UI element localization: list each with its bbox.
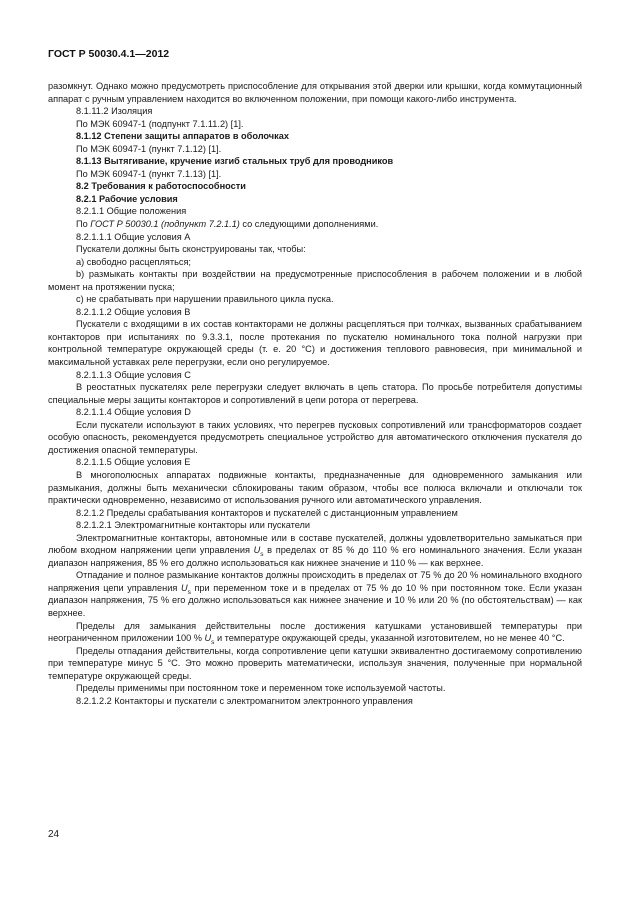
list-item: c) не срабатывать при нарушении правильного цикла пуска. (76, 294, 334, 305)
text-run: в пределах от 85 % до 110 % его номинального значения. Если указан диапазон напряжения, 85 % его должно использоваться как нижнее значение и 110 % — как верхнее. (48, 545, 582, 568)
paragraph: Пускатели должны быть сконструированы так, чтобы: (76, 244, 306, 255)
text-run: Электромагнитные контакторы, автономные или в составе пускателей, должны удовлетворительно замыкаться при любом входном напряжении цепи управления (48, 532, 582, 556)
clause-heading-bold (48, 130, 582, 143)
text-run: Пределы для замыкания действительны после достижения катушками установившей температуры при неограниченном приложении 100 % (48, 620, 582, 644)
reference-prefix: По (76, 219, 91, 230)
paragraph: Пределы применимы при постоянном токе и переменном токе используемой частоты. (76, 683, 446, 694)
clause-heading: 8.1.11.2 Изоляция (76, 106, 153, 117)
page-number: 24 (48, 829, 60, 840)
text-run: при переменном токе и в пределах от 75 % до 10 % при постоянном токе. Если указан диапазон напряжения, 75 % его должно использоваться как нижнее значение и 10 % или 20 % (по обстоятельствам) — как верхнее. (48, 582, 582, 618)
paragraph: Если пускатели используют в таких условиях, что перегрев пусковых сопротивлений или трансформаторов создает особую опасность, рекомендуется предусмотреть специальное устройство для автоматического отключения пускателя до достижения опасной температуры. (48, 419, 582, 455)
reference-paragraph (48, 218, 582, 231)
document-body (48, 80, 582, 707)
symbol-u: U (180, 582, 188, 593)
section-heading (48, 180, 582, 193)
clause-heading: 8.2.1.1 Общие положения (76, 206, 187, 217)
subsection-heading (48, 193, 582, 206)
paragraph: В реостатных пускателях реле перегрузки следует включать в цепь статора. По просьбе потребителя допустимы специальные меры защиты контакторов и сопротивлений в цепи ротора от перегрева. (48, 382, 582, 405)
standard-reference-link: ГОСТ Р 50030.1 (подпункт 7.2.1.1) (90, 219, 240, 230)
paragraph: разомкнут. Однако можно предусмотреть приспособление для открывания этой дверки или крышки, когда коммутационный аппарат с ручным управлением находится во включенном положении, при помощи какого-либо инструмента. (48, 81, 582, 104)
section-heading-text: 8.2 Требования к работоспособности (76, 181, 246, 192)
symbol-subscript: s (187, 588, 191, 596)
paragraph (48, 569, 582, 619)
reference-text: По МЭК 60947-1 (подпункт 7.1.11.2) [1]. (76, 118, 244, 129)
reference-text: По МЭК 60947-1 (пункт 7.1.13) [1]. (76, 168, 222, 179)
clause-heading: 8.2.1.1.3 Общие условия С (76, 369, 191, 380)
clause-heading-text: 8.1.13 Вытягивание, кручение изгиб стальных труб для проводников (76, 156, 394, 167)
symbol-u: U (204, 633, 212, 644)
text-run: Отпадание и полное размыкание контактов должны происходить в пределах от 75 % до 20 % номинального входного напряжения цепи управления (48, 570, 582, 593)
clause-heading: 8.2.1.1.4 Общие условия D (76, 407, 191, 418)
clause-heading: 8.2.1.1.2 Общие условия В (76, 306, 191, 317)
symbol-subscript: s (211, 638, 215, 646)
clause-heading: 8.2.1.2.1 Электромагнитные контакторы или пускатели (76, 520, 311, 531)
paragraph: В многополюсных аппаратах подвижные контакты, предназначенные для одновременного замыкания или размыкания, должны быть механически сблокированы таким образом, чтобы все полюса включали и отключали ток практически одновременно, независимо от использования ручного или автоматического управления. (48, 469, 582, 506)
reference-text: По МЭК 60947-1 (пункт 7.1.12) [1]. (76, 143, 222, 154)
reference-suffix: со следующими дополнениями. (239, 219, 379, 230)
symbol-subscript: s (260, 551, 264, 559)
paragraph: Пускатели с входящими в их состав контакторами не должны расцепляться при толчках, вызванных срабатыванием контакторов при испытаниях по 9.3.3.1, после протекания по пускателю номинального тока полной нагрузки при контрольной температуре окружающей среды (т. е. 20 °C) и достижения теплового равновесия, при минимальной и максимальной уставках реле перегрузки, если оно регулируемое. (48, 319, 582, 368)
list-item: а) свободно расцепляться; (76, 256, 191, 267)
symbol-u: U (253, 545, 261, 556)
clause-heading: 8.2.1.2.2 Контакторы и пускатели с электромагнитом электронного управления (76, 695, 413, 706)
subsection-heading-text: 8.2.1 Рабочие условия (76, 193, 178, 204)
clause-heading-text: 8.1.12 Степени защиты аппаратов в оболочках (76, 131, 289, 142)
text-run: и температуре окружающей среды, указанной изготовителем, но не менее 40 °C. (214, 633, 565, 644)
clause-heading: 8.2.1.2 Пределы срабатывания контакторов и пускателей с дистанционным управлением (76, 507, 458, 518)
list-item: b) размыкать контакты при воздействии на предусмотренные приспособления в рабочем положении и в любой момент на протяжении пуска; (48, 269, 582, 292)
document-header: ГОСТ Р 50030.4.1—2012 (48, 48, 170, 60)
clause-heading-bold (48, 155, 582, 168)
clause-heading: 8.2.1.1.5 Общие условия Е (76, 457, 191, 468)
paragraph (48, 532, 582, 570)
paragraph (48, 620, 582, 645)
clause-heading: 8.2.1.1.1 Общие условия А (76, 231, 191, 242)
paragraph: Пределы отпадания действительны, когда сопротивление цепи катушки эквивалентно достигаемому сопротивлению при температуре минус 5 °C. Это можно проверить математически, используя значения, полученные при нормальной температуре окружающей среды. (48, 645, 582, 681)
